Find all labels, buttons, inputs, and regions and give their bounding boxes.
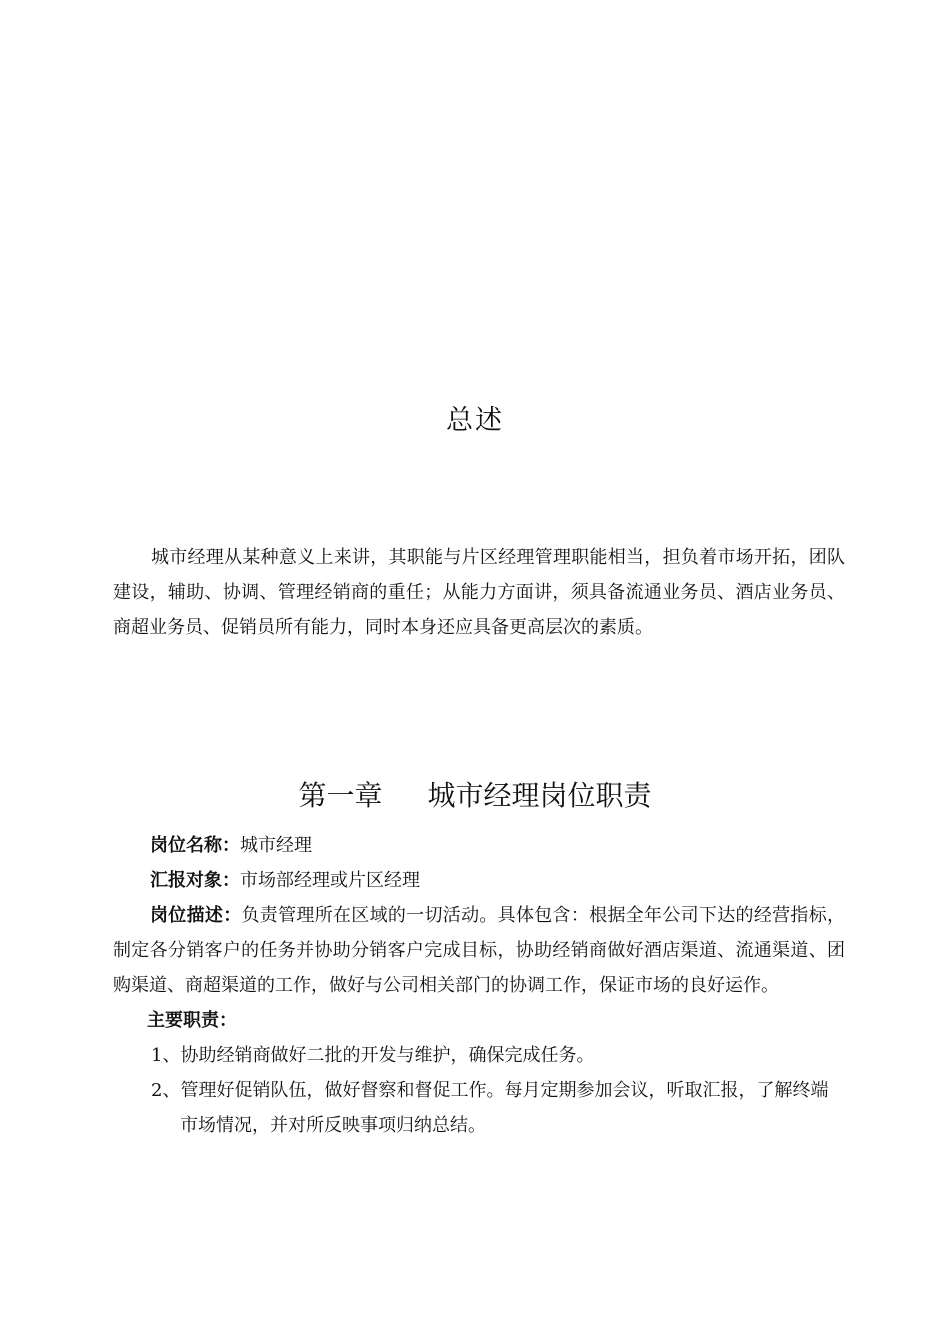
job-section [113,828,845,1143]
description-label: 岗位描述： [150,905,242,926]
duty-item: 2、管理好促销队伍，做好督察和督促工作。每月定期参加会议，听取汇报，了解终端市场情况，并对所反映事项归纳总结。 [151,1080,829,1136]
position-value: 城市经理 [240,835,312,856]
duty-item: 1、协助经销商做好二批的开发与维护，确保完成任务。 [151,1045,595,1066]
overview-title: 总述 [446,405,504,436]
report-label: 汇报对象： [150,870,240,891]
chapter-number: 第一章 [298,779,383,812]
duties-title: 主要职责： [147,1010,237,1031]
description-value: 负责管理所在区域的一切活动。具体包含：根据全年公司下达的经营指标，制定各分销客户的任务并协助分销客户完成目标，协助经销商做好酒店渠道、流通渠道、团购渠道、商超渠道的工作，做好与公司相关部门的协调工作，保证市场的良好运作。 [113,905,846,996]
position-row [113,828,845,863]
chapter-title [0,774,950,814]
chapter-name: 城市经理岗位职责 [427,779,652,812]
description-row [113,898,845,1003]
overview-paragraph: 城市经理从某种意义上来讲，其职能与片区经理管理职能相当，担负着市场开拓，团队建设，辅助、协调、管理经销商的重任；从能力方面讲，须具备流通业务员、酒店业务员、商超业务员、促销员所有能力，同时本身还应具备更高层次的素质。 [113,547,845,638]
position-label: 岗位名称： [150,835,240,856]
report-value: 市场部经理或片区经理 [240,870,420,891]
report-row [113,863,845,898]
